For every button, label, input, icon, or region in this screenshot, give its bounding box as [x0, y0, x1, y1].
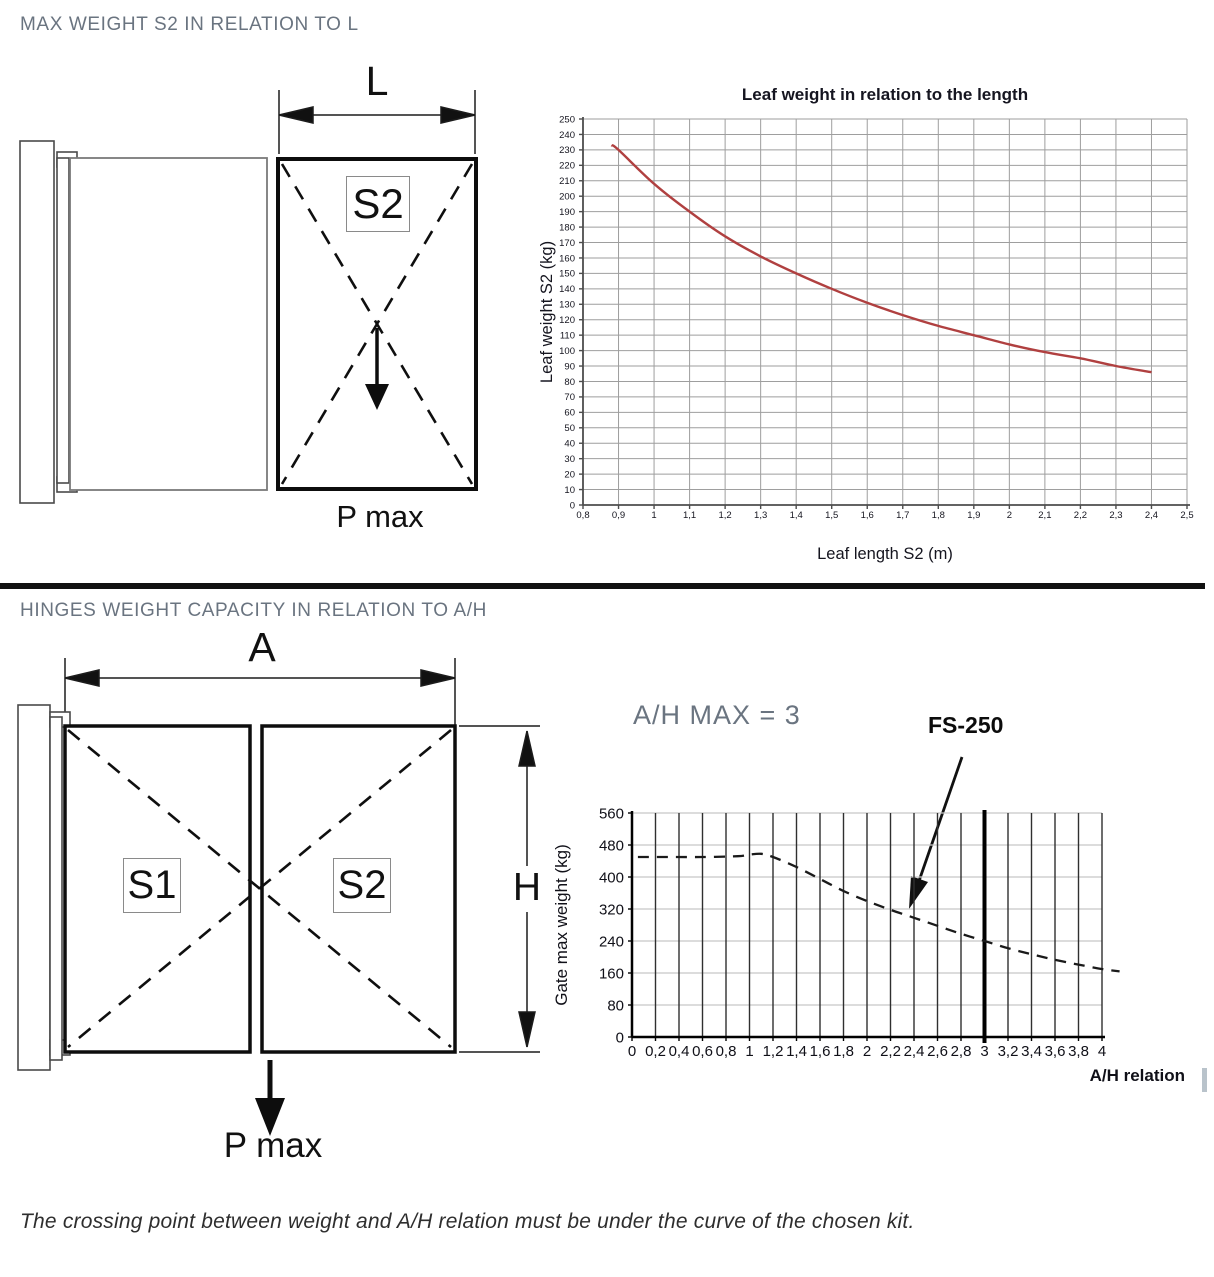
- svg-text:400: 400: [598, 869, 624, 887]
- y-axis-title: Gate max weight (kg): [552, 844, 571, 1006]
- svg-text:2,6: 2,6: [927, 1043, 948, 1060]
- page-edge-mark: [1202, 1068, 1207, 1092]
- leaf-weight-chart: [540, 85, 1214, 580]
- svg-text:10: 10: [564, 484, 575, 496]
- svg-text:4: 4: [1097, 1043, 1107, 1060]
- svg-text:2: 2: [1006, 510, 1013, 521]
- svg-text:50: 50: [564, 423, 575, 435]
- svg-text:3,6: 3,6: [1044, 1043, 1066, 1060]
- double-leaf-diagram: [0, 620, 560, 1180]
- section2-title: HINGES WEIGHT CAPACITY IN RELATION TO A/H: [20, 600, 487, 621]
- svg-text:0,8: 0,8: [715, 1043, 737, 1060]
- svg-text:120: 120: [559, 315, 575, 327]
- svg-text:1,6: 1,6: [809, 1043, 831, 1060]
- svg-text:160: 160: [598, 965, 624, 983]
- footer-note: The crossing point between weight and A/H relation must be under the curve of the chosen kit.: [20, 1210, 915, 1233]
- svg-text:170: 170: [559, 237, 575, 249]
- svg-text:1,9: 1,9: [967, 510, 981, 521]
- svg-text:0,4: 0,4: [668, 1043, 690, 1060]
- single-leaf-diagram: [10, 60, 550, 585]
- svg-text:220: 220: [559, 160, 575, 172]
- svg-text:250: 250: [559, 114, 575, 126]
- pmax-label-2: P max: [223, 1126, 323, 1165]
- svg-text:2,1: 2,1: [1038, 510, 1052, 521]
- svg-text:110: 110: [559, 330, 575, 342]
- svg-text:200: 200: [559, 191, 575, 203]
- series-fs-250: [638, 854, 1120, 972]
- svg-text:180: 180: [559, 222, 575, 234]
- chart2-plot: [545, 695, 1214, 1095]
- svg-text:1: 1: [745, 1043, 754, 1060]
- svg-text:1,8: 1,8: [931, 510, 945, 521]
- dim-arrowhead-right: [421, 670, 455, 686]
- dimension-h-label: H: [512, 866, 542, 909]
- dim-arrowhead-right: [441, 107, 475, 123]
- dim-arrowhead-down: [519, 1012, 535, 1047]
- svg-text:3,2: 3,2: [997, 1043, 1019, 1060]
- svg-text:0,6: 0,6: [692, 1043, 713, 1060]
- svg-text:2,8: 2,8: [950, 1043, 972, 1060]
- svg-text:1,2: 1,2: [718, 510, 732, 521]
- leaf-s1-label: S1: [123, 858, 181, 913]
- svg-text:1,4: 1,4: [789, 510, 803, 521]
- svg-text:230: 230: [559, 145, 575, 157]
- svg-text:560: 560: [598, 805, 624, 823]
- svg-text:240: 240: [559, 129, 575, 141]
- svg-text:80: 80: [564, 376, 575, 388]
- svg-text:480: 480: [598, 837, 624, 855]
- y-axis-title: Leaf weight S2 (kg): [538, 240, 556, 384]
- dim-arrowhead-left: [279, 107, 313, 123]
- svg-text:320: 320: [598, 901, 624, 919]
- leaf-1-outline: [70, 158, 267, 490]
- chart1-title: Leaf weight in relation to the length: [741, 85, 1029, 104]
- svg-text:3: 3: [980, 1043, 989, 1060]
- svg-text:210: 210: [559, 176, 575, 188]
- svg-text:2,2: 2,2: [1073, 510, 1088, 521]
- svg-text:0: 0: [627, 1043, 637, 1060]
- svg-text:1,7: 1,7: [896, 510, 910, 521]
- svg-text:140: 140: [559, 284, 575, 296]
- svg-text:130: 130: [559, 299, 575, 311]
- svg-text:1,4: 1,4: [786, 1043, 807, 1060]
- kit-name-label: FS-250: [928, 712, 1004, 738]
- chart1-plot: [540, 85, 1214, 580]
- svg-text:2,5: 2,5: [1180, 510, 1194, 521]
- svg-text:0: 0: [569, 500, 575, 512]
- svg-text:60: 60: [564, 407, 575, 419]
- svg-text:150: 150: [559, 268, 575, 280]
- leaf-s2-label: S2: [333, 858, 391, 913]
- svg-text:100: 100: [559, 345, 575, 357]
- svg-text:90: 90: [564, 361, 575, 373]
- pmax-label-1: P max: [336, 499, 424, 534]
- dim-arrowhead-left: [65, 670, 99, 686]
- svg-text:2,2: 2,2: [880, 1043, 901, 1060]
- svg-text:1,1: 1,1: [682, 510, 697, 521]
- gate-post: [20, 141, 77, 503]
- x-axis-title: A/H relation: [1089, 1066, 1185, 1085]
- svg-text:1,8: 1,8: [833, 1043, 854, 1060]
- svg-text:1: 1: [651, 510, 657, 521]
- dim-arrowhead-up: [519, 731, 535, 766]
- svg-text:70: 70: [564, 392, 575, 404]
- hinge-plate: [57, 158, 69, 483]
- svg-text:2,3: 2,3: [1109, 510, 1123, 521]
- svg-text:1,6: 1,6: [860, 510, 874, 521]
- svg-text:2: 2: [862, 1043, 872, 1060]
- svg-text:0,8: 0,8: [576, 510, 590, 521]
- svg-text:0: 0: [615, 1029, 624, 1047]
- svg-text:3,8: 3,8: [1068, 1043, 1089, 1060]
- svg-text:3,4: 3,4: [1021, 1043, 1042, 1060]
- svg-text:1,3: 1,3: [754, 510, 768, 521]
- svg-text:190: 190: [559, 206, 575, 218]
- svg-text:240: 240: [598, 933, 624, 951]
- weight-arrow: [255, 1060, 285, 1136]
- leaf-s2-label: S2: [346, 176, 410, 232]
- ah-max-note: A/H MAX = 3: [633, 700, 801, 730]
- x-axis-title: Leaf length S2 (m): [817, 545, 953, 563]
- dimension-a-label: A: [248, 624, 276, 670]
- gate-post: [18, 705, 70, 1070]
- svg-text:80: 80: [607, 997, 624, 1015]
- svg-text:160: 160: [559, 253, 575, 265]
- svg-text:20: 20: [564, 469, 575, 481]
- svg-text:1,2: 1,2: [762, 1043, 784, 1060]
- hinge-plate: [50, 717, 62, 1060]
- svg-text:2,4: 2,4: [903, 1043, 925, 1060]
- series-max-leaf-weight-s2: [611, 145, 1151, 372]
- dimension-l-label: L: [365, 58, 389, 104]
- svg-text:30: 30: [564, 454, 575, 466]
- svg-text:40: 40: [564, 438, 575, 450]
- svg-text:0,9: 0,9: [611, 510, 626, 521]
- section-divider: [0, 583, 1205, 589]
- svg-text:1,5: 1,5: [825, 510, 839, 521]
- svg-text:2,4: 2,4: [1144, 510, 1159, 521]
- svg-text:0,2: 0,2: [645, 1043, 666, 1060]
- gate-weight-chart: [545, 695, 1214, 1095]
- section1-title: MAX WEIGHT S2 IN RELATION TO L: [20, 14, 359, 35]
